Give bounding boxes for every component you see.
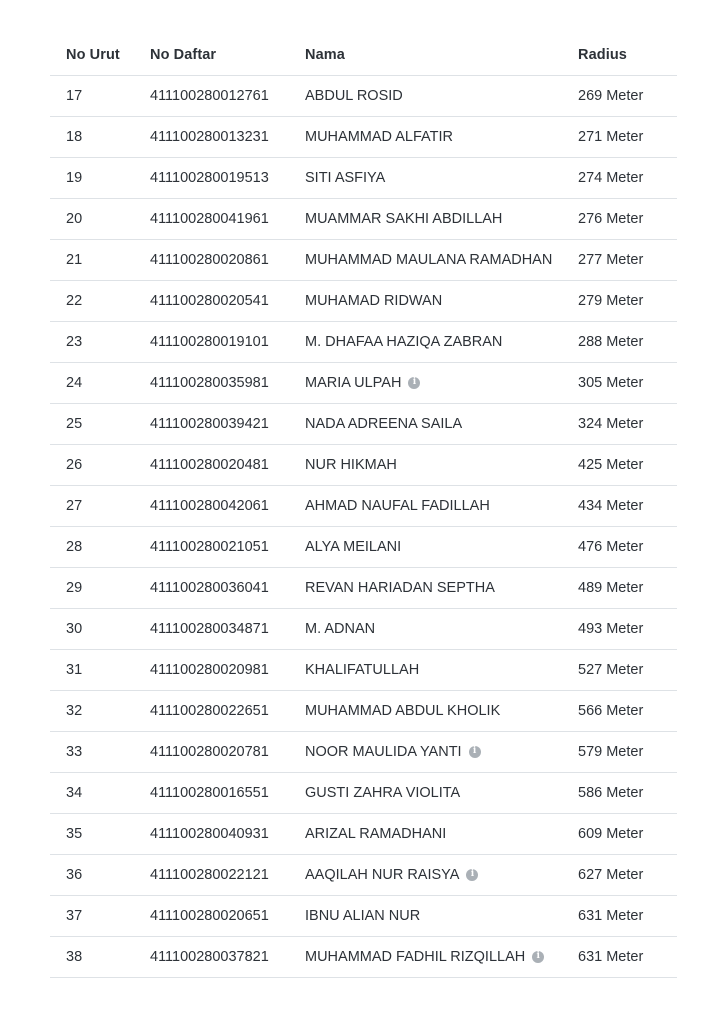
cell-radius: 476 Meter bbox=[562, 526, 677, 567]
cell-no-urut: 31 bbox=[50, 649, 134, 690]
registrant-name: AHMAD NAUFAL FADILLAH bbox=[305, 497, 490, 514]
cell-radius: 631 Meter bbox=[562, 936, 677, 977]
cell-radius: 274 Meter bbox=[562, 157, 677, 198]
registrant-name: MUHAMAD RIDWAN bbox=[305, 292, 443, 309]
name-with-optional-icon bbox=[305, 375, 420, 391]
registrant-name: NUR HIKMAH bbox=[305, 456, 397, 473]
cell-no-daftar: 411100280042061 bbox=[134, 485, 289, 526]
table-row bbox=[50, 321, 677, 362]
cell-no-daftar: 411100280016551 bbox=[134, 772, 289, 813]
cell-no-urut: 34 bbox=[50, 772, 134, 813]
cell-radius: 627 Meter bbox=[562, 854, 677, 895]
name-with-optional-icon bbox=[305, 334, 502, 350]
name-with-optional-icon bbox=[305, 703, 500, 719]
table-row bbox=[50, 936, 677, 977]
cell-radius: 527 Meter bbox=[562, 649, 677, 690]
name-with-optional-icon bbox=[305, 826, 446, 842]
cell-no-urut: 21 bbox=[50, 239, 134, 280]
cell-no-daftar: 411100280020541 bbox=[134, 280, 289, 321]
cell-no-daftar: 411100280036041 bbox=[134, 567, 289, 608]
cell-no-urut: 37 bbox=[50, 895, 134, 936]
cell-radius: 489 Meter bbox=[562, 567, 677, 608]
info-icon[interactable]: i bbox=[466, 869, 478, 881]
cell-radius: 324 Meter bbox=[562, 403, 677, 444]
registrant-name: REVAN HARIADAN SEPTHA bbox=[305, 579, 495, 596]
cell-radius: 279 Meter bbox=[562, 280, 677, 321]
registrant-name: ARIZAL RAMADHANI bbox=[305, 825, 447, 842]
name-with-optional-icon bbox=[305, 539, 401, 555]
cell-radius: 271 Meter bbox=[562, 116, 677, 157]
cell-nama bbox=[289, 936, 562, 977]
registrant-name: NOOR MAULIDA YANTI bbox=[305, 743, 462, 760]
cell-radius: 277 Meter bbox=[562, 239, 677, 280]
table-row bbox=[50, 198, 677, 239]
registrants-table-container bbox=[50, 35, 677, 978]
cell-no-urut: 24 bbox=[50, 362, 134, 403]
cell-no-daftar: 411100280041961 bbox=[134, 198, 289, 239]
column-header-nama: Nama bbox=[305, 46, 345, 63]
cell-no-daftar: 411100280020651 bbox=[134, 895, 289, 936]
name-with-optional-icon bbox=[305, 88, 403, 104]
cell-no-urut: 29 bbox=[50, 567, 134, 608]
table-row bbox=[50, 690, 677, 731]
table-row bbox=[50, 526, 677, 567]
cell-nama bbox=[289, 444, 562, 485]
name-with-optional-icon bbox=[305, 252, 552, 268]
name-with-optional-icon bbox=[305, 621, 375, 637]
cell-nama bbox=[289, 731, 562, 772]
table-row bbox=[50, 772, 677, 813]
cell-nama bbox=[289, 772, 562, 813]
cell-no-urut: 20 bbox=[50, 198, 134, 239]
table-row bbox=[50, 485, 677, 526]
info-icon[interactable]: i bbox=[469, 746, 481, 758]
table-row bbox=[50, 608, 677, 649]
cell-radius: 579 Meter bbox=[562, 731, 677, 772]
column-header-no-daftar: No Daftar bbox=[150, 46, 217, 63]
cell-nama bbox=[289, 75, 562, 116]
table-row bbox=[50, 239, 677, 280]
cell-nama bbox=[289, 526, 562, 567]
cell-no-daftar: 411100280034871 bbox=[134, 608, 289, 649]
cell-radius: 288 Meter bbox=[562, 321, 677, 362]
name-with-optional-icon bbox=[305, 416, 462, 432]
cell-nama bbox=[289, 649, 562, 690]
registrant-name: MUHAMMAD MAULANA RAMADHAN bbox=[305, 251, 553, 268]
name-with-optional-icon bbox=[305, 498, 490, 514]
cell-nama bbox=[289, 362, 562, 403]
cell-no-daftar: 411100280012761 bbox=[134, 75, 289, 116]
cell-no-urut: 22 bbox=[50, 280, 134, 321]
registrant-name: MUHAMMAD ALFATIR bbox=[305, 128, 453, 145]
name-with-optional-icon bbox=[305, 129, 453, 145]
cell-no-daftar: 411100280022651 bbox=[134, 690, 289, 731]
cell-nama bbox=[289, 567, 562, 608]
registrant-name: AAQILAH NUR RAISYA bbox=[305, 866, 460, 883]
cell-no-daftar: 411100280019513 bbox=[134, 157, 289, 198]
cell-no-urut: 27 bbox=[50, 485, 134, 526]
name-with-optional-icon bbox=[305, 662, 419, 678]
cell-no-urut: 28 bbox=[50, 526, 134, 567]
registrant-name: ALYA MEILANI bbox=[305, 538, 402, 555]
registrant-name: SITI ASFIYA bbox=[305, 169, 386, 186]
registrant-name: MUAMMAR SAKHI ABDILLAH bbox=[305, 210, 503, 227]
cell-no-daftar: 411100280037821 bbox=[134, 936, 289, 977]
table-row bbox=[50, 567, 677, 608]
cell-no-urut: 25 bbox=[50, 403, 134, 444]
table-row bbox=[50, 75, 677, 116]
table-row bbox=[50, 116, 677, 157]
cell-nama bbox=[289, 813, 562, 854]
cell-no-urut: 33 bbox=[50, 731, 134, 772]
cell-no-urut: 38 bbox=[50, 936, 134, 977]
registrant-name: IBNU ALIAN NUR bbox=[305, 907, 421, 924]
table-header bbox=[50, 35, 677, 75]
cell-no-urut: 32 bbox=[50, 690, 134, 731]
cell-radius: 631 Meter bbox=[562, 895, 677, 936]
registrant-name: MARIA ULPAH bbox=[305, 374, 402, 391]
cell-radius: 425 Meter bbox=[562, 444, 677, 485]
table-row bbox=[50, 444, 677, 485]
cell-radius: 305 Meter bbox=[562, 362, 677, 403]
table-row bbox=[50, 731, 677, 772]
cell-nama bbox=[289, 280, 562, 321]
registrant-name: NADA ADREENA SAILA bbox=[305, 415, 463, 432]
cell-radius: 566 Meter bbox=[562, 690, 677, 731]
name-with-optional-icon bbox=[305, 744, 481, 760]
cell-no-urut: 18 bbox=[50, 116, 134, 157]
table-row bbox=[50, 157, 677, 198]
cell-nama bbox=[289, 239, 562, 280]
registrant-name: ABDUL ROSID bbox=[305, 87, 403, 104]
cell-no-urut: 35 bbox=[50, 813, 134, 854]
cell-no-daftar: 411100280021051 bbox=[134, 526, 289, 567]
name-with-optional-icon bbox=[305, 293, 442, 309]
registrant-name: GUSTI ZAHRA VIOLITA bbox=[305, 784, 461, 801]
registrant-name: MUHAMMAD FADHIL RIZQILLAH bbox=[305, 948, 526, 965]
cell-no-urut: 30 bbox=[50, 608, 134, 649]
registrant-name: M. DHAFAA HAZIQA ZABRAN bbox=[305, 333, 503, 350]
cell-nama bbox=[289, 403, 562, 444]
cell-no-daftar: 411100280020981 bbox=[134, 649, 289, 690]
cell-nama bbox=[289, 116, 562, 157]
name-with-optional-icon bbox=[305, 211, 502, 227]
name-with-optional-icon bbox=[305, 949, 544, 965]
cell-no-daftar: 411100280020781 bbox=[134, 731, 289, 772]
cell-no-urut: 23 bbox=[50, 321, 134, 362]
info-icon[interactable]: i bbox=[532, 951, 544, 963]
cell-no-urut: 17 bbox=[50, 75, 134, 116]
cell-radius: 609 Meter bbox=[562, 813, 677, 854]
cell-no-daftar: 411100280040931 bbox=[134, 813, 289, 854]
table-row bbox=[50, 280, 677, 321]
cell-radius: 269 Meter bbox=[562, 75, 677, 116]
cell-no-urut: 19 bbox=[50, 157, 134, 198]
cell-nama bbox=[289, 198, 562, 239]
info-icon[interactable]: i bbox=[408, 377, 420, 389]
cell-no-urut: 26 bbox=[50, 444, 134, 485]
table-row bbox=[50, 362, 677, 403]
cell-no-daftar: 411100280020481 bbox=[134, 444, 289, 485]
cell-no-daftar: 411100280019101 bbox=[134, 321, 289, 362]
column-header-radius: Radius bbox=[578, 46, 627, 63]
cell-no-urut: 36 bbox=[50, 854, 134, 895]
name-with-optional-icon bbox=[305, 457, 397, 473]
table-row bbox=[50, 854, 677, 895]
table-row bbox=[50, 813, 677, 854]
cell-no-daftar: 411100280013231 bbox=[134, 116, 289, 157]
cell-no-daftar: 411100280035981 bbox=[134, 362, 289, 403]
cell-radius: 586 Meter bbox=[562, 772, 677, 813]
cell-radius: 434 Meter bbox=[562, 485, 677, 526]
cell-no-daftar: 411100280020861 bbox=[134, 239, 289, 280]
table-row bbox=[50, 403, 677, 444]
cell-radius: 276 Meter bbox=[562, 198, 677, 239]
cell-nama bbox=[289, 690, 562, 731]
cell-nama bbox=[289, 157, 562, 198]
name-with-optional-icon bbox=[305, 785, 460, 801]
cell-nama bbox=[289, 485, 562, 526]
name-with-optional-icon bbox=[305, 867, 478, 883]
registrant-name: KHALIFATULLAH bbox=[305, 661, 420, 678]
cell-nama bbox=[289, 321, 562, 362]
cell-radius: 493 Meter bbox=[562, 608, 677, 649]
name-with-optional-icon bbox=[305, 170, 385, 186]
registrant-name: MUHAMMAD ABDUL KHOLIK bbox=[305, 702, 501, 719]
cell-no-daftar: 411100280039421 bbox=[134, 403, 289, 444]
registrants-table bbox=[50, 35, 677, 978]
name-with-optional-icon bbox=[305, 908, 420, 924]
cell-nama bbox=[289, 854, 562, 895]
name-with-optional-icon bbox=[305, 580, 495, 596]
cell-nama bbox=[289, 895, 562, 936]
column-header-no-urut: No Urut bbox=[66, 46, 120, 63]
cell-nama bbox=[289, 608, 562, 649]
table-row bbox=[50, 895, 677, 936]
table-row bbox=[50, 649, 677, 690]
cell-no-daftar: 411100280022121 bbox=[134, 854, 289, 895]
table-body bbox=[50, 75, 677, 977]
registrant-name: M. ADNAN bbox=[305, 620, 376, 637]
